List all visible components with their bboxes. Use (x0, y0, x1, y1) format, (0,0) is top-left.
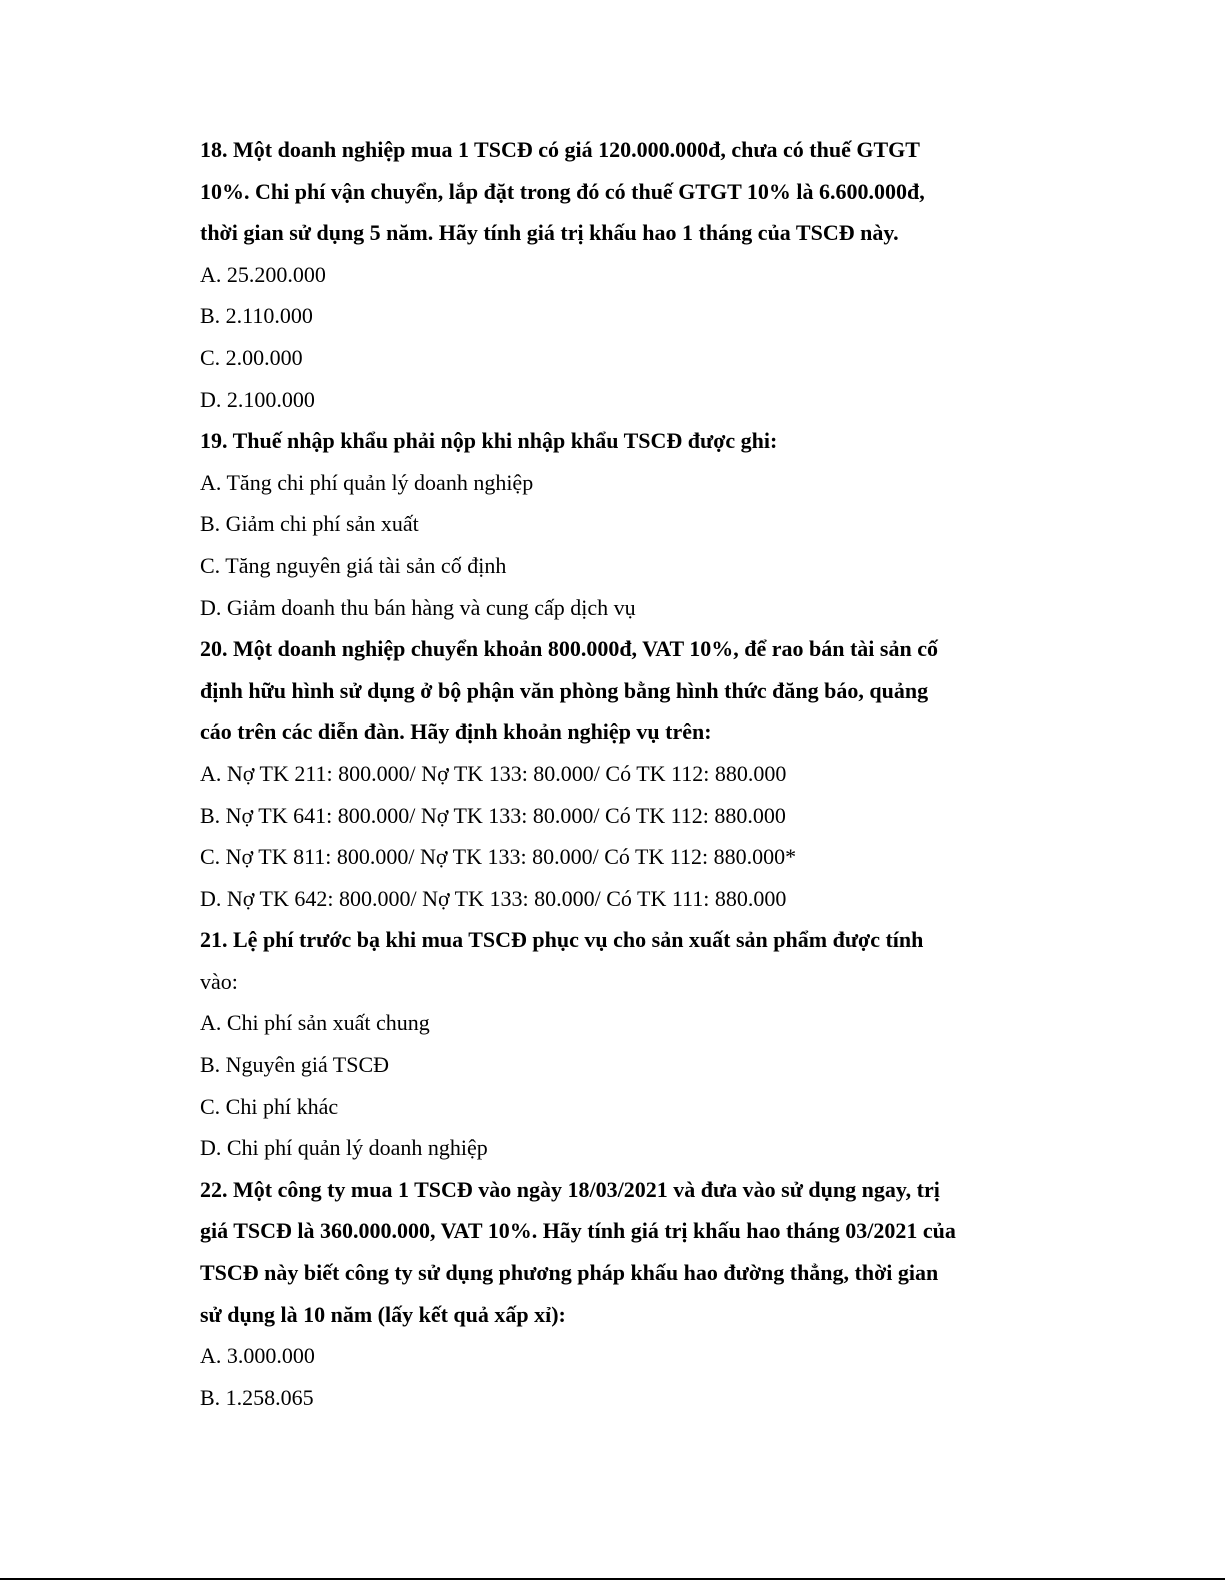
answer-option: C. Tăng nguyên giá tài sản cố định (200, 552, 507, 578)
question-text: sử dụng là 10 năm (lấy kết quả xấp xỉ): (200, 1301, 566, 1327)
question-text: 10%. Chi phí vận chuyển, lắp đặt trong đó có thuế GTGT 10% là 6.600.000đ, (200, 178, 925, 204)
question-19 (200, 420, 1060, 628)
question-21 (200, 919, 1060, 1169)
question-text: giá TSCĐ là 360.000.000, VAT 10%. Hãy tính giá trị khấu hao tháng 03/2021 của (200, 1218, 956, 1244)
answer-option: D. Nợ TK 642: 800.000/ Nợ TK 133: 80.000/ Có TK 111: 880.000 (200, 885, 787, 911)
answer-option: A. Chi phí sản xuất chung (200, 1010, 430, 1036)
answer-option: B. Nợ TK 641: 800.000/ Nợ TK 133: 80.000/ Có TK 112: 880.000 (200, 802, 786, 828)
question-22 (200, 1169, 1060, 1419)
question-20 (200, 628, 1060, 919)
answer-option: C. Chi phí khác (200, 1093, 339, 1119)
question-text: 20. Một doanh nghiệp chuyển khoản 800.000đ, VAT 10%, để rao bán tài sản cố (200, 636, 938, 662)
answer-option: A. Tăng chi phí quản lý doanh nghiệp (200, 469, 534, 495)
question-text: 21. Lệ phí trước bạ khi mua TSCĐ phục vụ cho sản xuất sản phẩm được tính (200, 927, 924, 953)
answer-option: A. 25.200.000 (200, 261, 326, 287)
answer-option: A. Nợ TK 211: 800.000/ Nợ TK 133: 80.000/ Có TK 112: 880.000 (200, 760, 787, 786)
question-text: định hữu hình sử dụng ở bộ phận văn phòng bằng hình thức đăng báo, quảng (200, 677, 929, 703)
question-text: thời gian sử dụng 5 năm. Hãy tính giá trị khấu hao 1 tháng của TSCĐ này. (200, 220, 899, 246)
question-text: cáo trên các diễn đàn. Hãy định khoản nghiệp vụ trên: (200, 719, 712, 745)
answer-option: D. 2.100.000 (200, 386, 315, 412)
answer-option: D. Chi phí quản lý doanh nghiệp (200, 1135, 488, 1161)
question-text: 22. Một công ty mua 1 TSCĐ vào ngày 18/03/2021 và đưa vào sử dụng ngay, trị (200, 1176, 940, 1202)
answer-option: B. 1.258.065 (200, 1384, 314, 1410)
answer-option: C. 2.00.000 (200, 344, 303, 370)
answer-option: A. 3.000.000 (200, 1343, 315, 1369)
answer-option: D. Giảm doanh thu bán hàng và cung cấp dịch vụ (200, 594, 636, 620)
answer-option: B. 2.110.000 (200, 303, 313, 329)
question-text: 18. Một doanh nghiệp mua 1 TSCĐ có giá 120.000.000đ, chưa có thuế GTGT (200, 137, 920, 162)
answer-option: C. Nợ TK 811: 800.000/ Nợ TK 133: 80.000/ Có TK 112: 880.000* (200, 844, 797, 870)
question-text: 19. Thuế nhập khẩu phải nộp khi nhập khẩu TSCĐ được ghi: (200, 428, 778, 454)
answer-option: B. Nguyên giá TSCĐ (200, 1052, 390, 1078)
page-bottom-divider (0, 1578, 1225, 1580)
question-text-continuation: vào: (200, 968, 238, 994)
answer-option: B. Giảm chi phí sản xuất (200, 511, 419, 537)
question-18 (200, 129, 1060, 420)
document-page (200, 129, 1060, 1418)
question-text: TSCĐ này biết công ty sử dụng phương pháp khấu hao đường thẳng, thời gian (200, 1260, 939, 1286)
